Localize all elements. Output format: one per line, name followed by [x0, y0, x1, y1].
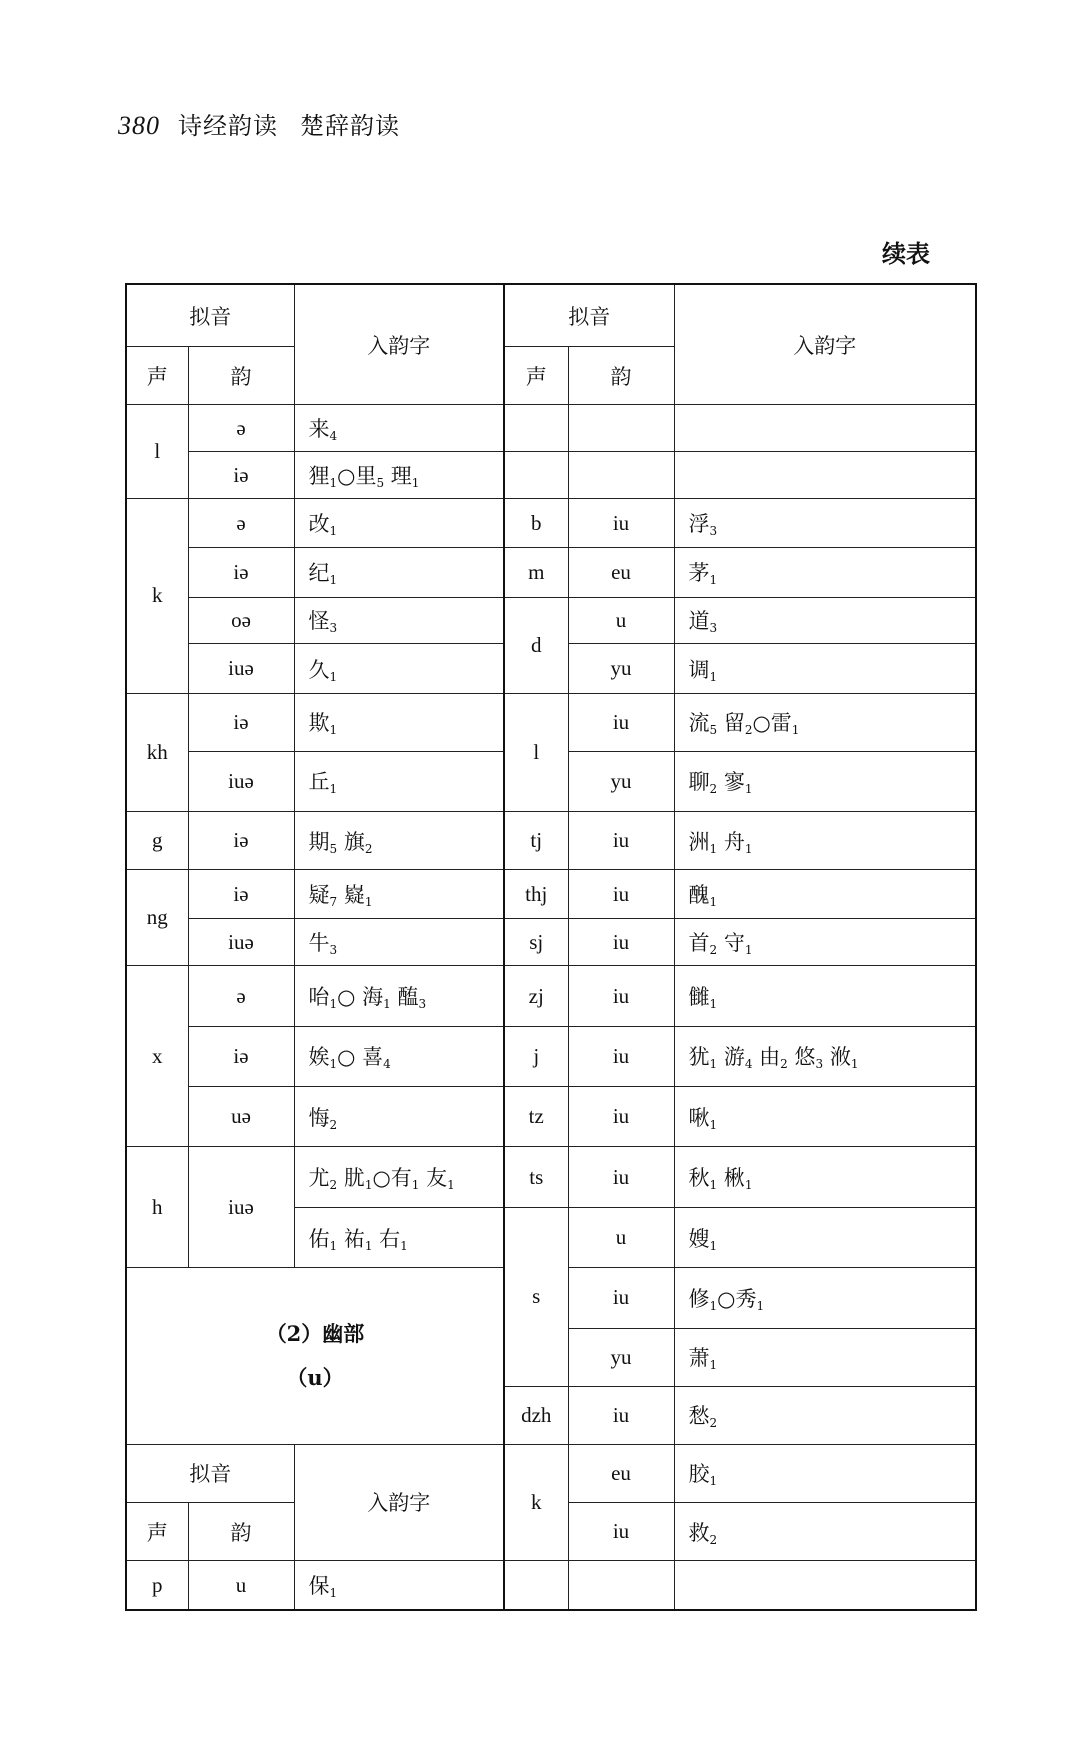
yun-cell: u: [188, 1561, 294, 1610]
header-yun-sec2: 韵: [188, 1502, 294, 1560]
sheng-sj: sj: [504, 919, 568, 966]
yun-cell: iu: [568, 693, 674, 751]
sheng-x: x: [126, 966, 188, 1147]
yun-cell: iu: [568, 1386, 674, 1444]
yun-cell: iu: [568, 966, 674, 1026]
empty-cell: [568, 1561, 674, 1610]
sheng-tz: tz: [504, 1087, 568, 1147]
section-title-text: （2）幽部: [265, 1321, 365, 1346]
empty-cell: [674, 405, 976, 452]
header-sheng-left: 声: [126, 347, 188, 405]
yun-cell: iə: [188, 812, 294, 870]
sheng-ts: ts: [504, 1147, 568, 1207]
rhyme-chars-cell: 咍$_1$○ 海$_1$ 醢$_3$: [294, 966, 504, 1026]
rhyme-chars-cell: 首$_2$ 守$_1$: [674, 919, 976, 966]
yun-cell: eu: [568, 1444, 674, 1502]
header-sheng-sec2: 声: [126, 1502, 188, 1560]
empty-cell: [568, 405, 674, 452]
rhyme-chars-cell: 来$_4$: [294, 405, 504, 452]
page-number: 380: [118, 111, 160, 140]
yun-cell: ə: [188, 499, 294, 548]
book-title: 诗经韵读: [178, 112, 278, 140]
yun-cell: iə: [188, 693, 294, 751]
rhyme-chars-cell: 洲$_1$ 舟$_1$: [674, 812, 976, 870]
yun-cell: iuə: [188, 644, 294, 693]
empty-cell: [568, 452, 674, 499]
rhyme-chars-cell: 茅$_1$: [674, 548, 976, 597]
rhyme-chars-cell: 牛$_3$: [294, 919, 504, 966]
section-title: [126, 1268, 504, 1445]
header-rumizi-right: 入韵字: [674, 284, 976, 405]
rhyme-chars-cell: 浮$_3$: [674, 499, 976, 548]
yun-cell: u: [568, 1207, 674, 1267]
sheng-tj: tj: [504, 812, 568, 870]
yun-cell: ə: [188, 966, 294, 1026]
yun-cell: iuə: [188, 919, 294, 966]
rhyme-chars-cell: 愁$_2$: [674, 1386, 976, 1444]
continued-label: 续表: [882, 239, 930, 268]
sheng-k: k: [126, 499, 188, 694]
sheng-ng: ng: [126, 870, 188, 966]
yun-cell: iə: [188, 1026, 294, 1086]
yun-cell: iə: [188, 452, 294, 499]
yun-cell: iu: [568, 870, 674, 919]
yun-cell: u: [568, 597, 674, 644]
sheng-g: g: [126, 812, 188, 870]
rhyme-chars-cell: 修$_1$○秀$_1$: [674, 1268, 976, 1328]
rhyme-chars-cell: 期$_5$ 旗$_2$: [294, 812, 504, 870]
rhyme-table: [125, 283, 977, 1611]
empty-cell: [504, 452, 568, 499]
rhyme-chars-cell: 醜$_1$: [674, 870, 976, 919]
rhyme-chars-cell: 嫂$_1$: [674, 1207, 976, 1267]
rhyme-chars-cell: 尤$_2$ 肬$_1$○有$_1$ 友$_1$: [294, 1147, 504, 1207]
header-rumizi-left: 入韵字: [294, 284, 504, 405]
rhyme-chars-cell: 悔$_2$: [294, 1087, 504, 1147]
yun-cell: yu: [568, 644, 674, 693]
page-header: [118, 106, 400, 141]
rhyme-chars-cell: 丘$_1$: [294, 751, 504, 811]
sheng-kh: kh: [126, 693, 188, 811]
header-yun-right: 韵: [568, 347, 674, 405]
sheng-s: s: [504, 1207, 568, 1386]
yun-cell: iu: [568, 812, 674, 870]
rhyme-chars-cell: 欺$_1$: [294, 693, 504, 751]
sheng-h: h: [126, 1147, 188, 1268]
yun-cell: iuə: [188, 1147, 294, 1268]
yun-cell: iuə: [188, 751, 294, 811]
header-niyin-sec2: 拟音: [126, 1444, 294, 1502]
yun-cell: ə: [188, 405, 294, 452]
yun-cell: oə: [188, 597, 294, 644]
header-sheng-right: 声: [504, 347, 568, 405]
yun-cell: iə: [188, 870, 294, 919]
rhyme-chars-cell: 聊$_2$ 寥$_1$: [674, 751, 976, 811]
sheng-dzh: dzh: [504, 1386, 568, 1444]
rhyme-chars-cell: 道$_3$: [674, 597, 976, 644]
rhyme-chars-cell: 狸$_1$○里$_5$ 理$_1$: [294, 452, 504, 499]
yun-cell: uə: [188, 1087, 294, 1147]
rhyme-chars-cell: 犹$_1$ 游$_4$ 由$_2$ 悠$_3$ 浟$_1$: [674, 1026, 976, 1086]
rhyme-chars-cell: 娭$_1$○ 喜$_4$: [294, 1026, 504, 1086]
yun-cell: iu: [568, 499, 674, 548]
empty-cell: [504, 1561, 568, 1610]
sheng-l: l: [126, 405, 188, 499]
rhyme-chars-cell: 疑$_7$ 嶷$_1$: [294, 870, 504, 919]
yun-cell: iu: [568, 1268, 674, 1328]
yun-cell: iu: [568, 919, 674, 966]
sheng-k-right: k: [504, 1444, 568, 1560]
rhyme-chars-cell: 调$_1$: [674, 644, 976, 693]
empty-cell: [674, 1561, 976, 1610]
empty-cell: [504, 405, 568, 452]
yun-cell: iə: [188, 548, 294, 597]
sheng-b: b: [504, 499, 568, 548]
yun-cell: yu: [568, 751, 674, 811]
rhyme-chars-cell: 萧$_1$: [674, 1328, 976, 1386]
header-niyin-right: 拟音: [504, 284, 674, 347]
header-yun-left: 韵: [188, 347, 294, 405]
sheng-m: m: [504, 548, 568, 597]
rhyme-chars-cell: 雠$_1$: [674, 966, 976, 1026]
rhyme-chars-cell: 纪$_1$: [294, 548, 504, 597]
yun-cell: iu: [568, 1087, 674, 1147]
sheng-d: d: [504, 597, 568, 693]
rhyme-chars-cell: 胶$_1$: [674, 1444, 976, 1502]
rhyme-chars-cell: 怪$_3$: [294, 597, 504, 644]
rhyme-chars-cell: 秋$_1$ 楸$_1$: [674, 1147, 976, 1207]
empty-cell: [674, 452, 976, 499]
rhyme-chars-cell: 流$_5$ 留$_2$○雷$_1$: [674, 693, 976, 751]
sheng-l-right: l: [504, 693, 568, 811]
rhyme-chars-cell: 保$_1$: [294, 1561, 504, 1610]
yun-cell: iu: [568, 1502, 674, 1560]
section-title-sub: （u）: [286, 1365, 344, 1390]
yun-cell: iu: [568, 1026, 674, 1086]
rhyme-chars-cell: 久$_1$: [294, 644, 504, 693]
rhyme-chars-cell: 佑$_1$ 祐$_1$ 右$_1$: [294, 1207, 504, 1267]
sheng-thj: thj: [504, 870, 568, 919]
sheng-j: j: [504, 1026, 568, 1086]
sheng-zj: zj: [504, 966, 568, 1026]
header-rumizi-sec2: 入韵字: [294, 1444, 504, 1560]
rhyme-chars-cell: 救$_2$: [674, 1502, 976, 1560]
rhyme-chars-cell: 啾$_1$: [674, 1087, 976, 1147]
rhyme-chars-cell: 改$_1$: [294, 499, 504, 548]
book-subtitle: 楚辞韵读: [300, 112, 400, 140]
yun-cell: iu: [568, 1147, 674, 1207]
yun-cell: yu: [568, 1328, 674, 1386]
sheng-p: p: [126, 1561, 188, 1610]
header-niyin-left: 拟音: [126, 284, 294, 347]
yun-cell: eu: [568, 548, 674, 597]
